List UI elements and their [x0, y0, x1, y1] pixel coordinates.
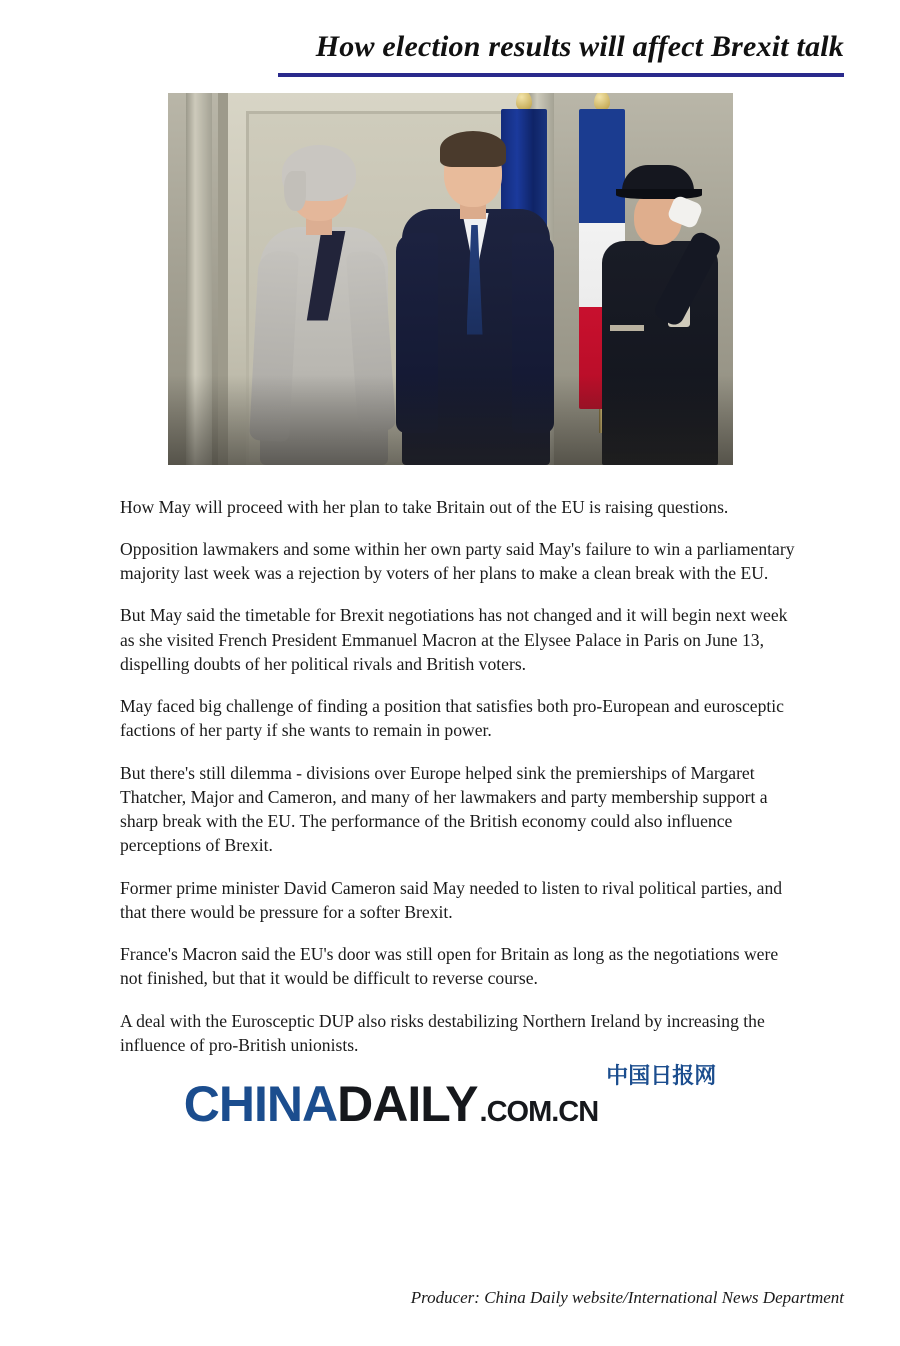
may-hair: [282, 145, 356, 201]
hero-photo: [168, 93, 733, 465]
article-paragraph: How May will proceed with her plan to take Britain out of the EU is raising questions.: [120, 496, 729, 517]
article-paragraph: May faced big challenge of finding a position that satisfies both pro-European and eurosceptic factions of her party if she wants to remain in power.: [120, 696, 784, 741]
chinadaily-logo: [183, 1064, 717, 1133]
photo-foreground-shadow: [168, 375, 733, 465]
article-paragraph: Former prime minister David Cameron said May needed to listen to rival political parties, and that there would be pressure for a softer Brexit.: [120, 877, 783, 922]
headline-divider: [278, 73, 844, 77]
article-paragraph: Opposition lawmakers and some within her own party said May's failure to win a parliamentary majority last week was a rejection by voters of her plans to make a clean break with the EU.: [120, 538, 795, 584]
brand-logo-row: [0, 1064, 900, 1133]
logo-china-text: CHINA: [183, 1076, 338, 1133]
article-paragraph: But there's still dilemma - divisions over Europe helped sink the premierships of Margaret Thatcher, Major and Cameron, and many of her lawmakers and party membership support a sharp break with the EU. The performance of the British economy could also influence perceptions of Brexit.: [120, 762, 768, 856]
page-title: How election results will affect Brexit talk: [315, 30, 844, 63]
logo-chinese-characters: 中国日报网: [606, 1064, 717, 1090]
macron-hair: [440, 131, 506, 167]
logo-domain-text: .COM.CN: [479, 1096, 599, 1129]
article-paragraph: But May said the timetable for Brexit negotiations has not changed and it will begin next week as she visited French President Emmanuel Macron at the Elysee Palace in Paris on June 13, dispelling doubts of her political rivals and British voters.: [120, 605, 788, 674]
headline-container: [0, 0, 900, 65]
gendarme-stripe: [610, 325, 644, 331]
hero-photo-container: [0, 93, 900, 465]
flag-finial: [594, 93, 610, 111]
article-body: [120, 495, 800, 1058]
producer-credit: Producer: China Daily website/International News Department: [410, 1288, 844, 1307]
article-paragraph: A deal with the Eurosceptic DUP also risks destabilizing Northern Ireland by increasing the influence of pro-British unionists.: [120, 1010, 765, 1056]
gendarme-cap: [622, 165, 694, 195]
logo-daily-text: DAILY: [337, 1076, 478, 1133]
flag-finial: [516, 93, 532, 111]
article-paragraph: France's Macron said the EU's door was still open for Britain as long as the negotiations were not finished, but that it would be difficult to reverse course.: [120, 944, 779, 989]
